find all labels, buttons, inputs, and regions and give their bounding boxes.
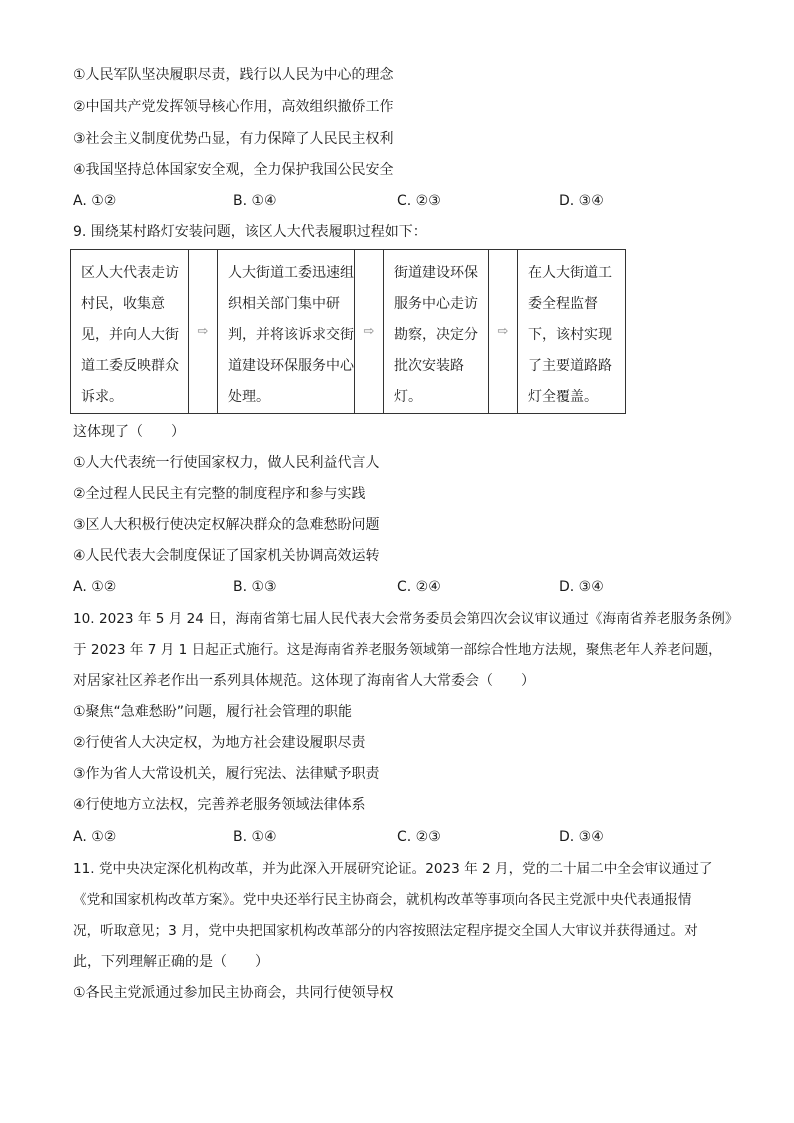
q9-prompt: 这体现了（ ）	[73, 424, 185, 440]
q9-flow-step-3: 街道建设环保服务中心走访勘察，决定分批次安装路灯。	[394, 265, 478, 405]
q10-option-a[interactable]: A. ①②	[73, 829, 117, 845]
q9-option-c[interactable]: C. ②④	[397, 579, 441, 595]
q8-item-1: ①人民军队坚决履职尽责，践行以人民为中心的理念	[73, 67, 394, 83]
arrow-right-icon: ⇨	[488, 250, 518, 413]
q8-item-2: ②中国共产党发挥领导核心作用，高效组织撤侨工作	[73, 99, 394, 115]
arrow-right-icon: ⇨	[354, 250, 384, 413]
q10-stem-line-3: 对居家社区养老作出一系列具体规范。这体现了海南省人大常委会（ ）	[73, 673, 535, 689]
q10-option-c[interactable]: C. ②③	[397, 829, 441, 845]
q8-item-4: ④我国坚持总体国家安全观，全力保护我国公民安全	[73, 162, 394, 178]
q11-stem-line-1: 11. 党中央决定深化机构改革，并为此深入开展研究论证。2023 年 2 月，党的二十届二中全会审议通过了	[73, 861, 713, 877]
q9-item-2: ②全过程人民民主有完整的制度程序和参与实践	[73, 486, 366, 502]
q8-option-c[interactable]: C. ②③	[397, 193, 441, 209]
q10-item-4: ④行使地方立法权，完善养老服务领域法律体系	[73, 797, 366, 813]
q9-item-4: ④人民代表大会制度保证了国家机关协调高效运转	[73, 548, 380, 564]
q11-stem-line-2: 《党和国家机构改革方案》。党中央还举行民主协商会，就机构改革等事项向各民主党派中央代表通报情	[73, 892, 692, 908]
q9-item-3: ③区人大积极行使决定权解决群众的急难愁盼问题	[73, 517, 380, 533]
q10-options	[73, 827, 633, 847]
q8-option-a[interactable]: A. ①②	[73, 193, 117, 209]
arrow-right-icon: ⇨	[188, 250, 218, 413]
q9-flow-step-2: 人大街道工委迅速组织相关部门集中研判，并将该诉求交街道建设环保服务中心处理。	[228, 265, 354, 405]
q10-item-3: ③作为省人大常设机关，履行宪法、法律赋予职责	[73, 766, 380, 782]
q8-options	[73, 191, 633, 211]
q11-stem-line-4: 此，下列理解正确的是（ ）	[73, 954, 269, 970]
q9-flow-step-4: 在人大街道工委全程监督下，该村实现了主要道路路灯全覆盖。	[528, 265, 612, 405]
q9-item-1: ①人大代表统一行使国家权力，做人民利益代言人	[73, 455, 380, 471]
q10-stem-line-1: 10. 2023 年 5 月 24 日，海南省第七届人民代表大会常务委员会第四次会议审议通过《海南省养老服务条例》	[73, 611, 739, 627]
q8-item-3: ③社会主义制度优势凸显，有力保障了人民民主权利	[73, 131, 394, 147]
q10-item-1: ①聚焦“急难愁盼”问题，履行社会管理的职能	[73, 704, 353, 720]
q9-options	[73, 577, 633, 597]
q9-flow-step-1: 区人大代表走访村民，收集意见，并向人大街道工委反映群众诉求。	[81, 265, 179, 405]
q8-option-b[interactable]: B. ①④	[233, 193, 277, 209]
q9-option-d[interactable]: D. ③④	[559, 579, 604, 595]
q8-option-d[interactable]: D. ③④	[559, 193, 604, 209]
q11-item-1: ①各民主党派通过参加民主协商会，共同行使领导权	[73, 985, 394, 1001]
q10-option-d[interactable]: D. ③④	[559, 829, 604, 845]
q10-option-b[interactable]: B. ①④	[233, 829, 277, 845]
q9-flow-table	[70, 249, 626, 414]
q10-stem-line-2: 于 2023 年 7 月 1 日起正式施行。这是海南省养老服务领域第一部综合性地方法规，聚焦老年人养老问题，	[73, 642, 722, 658]
q9-option-a[interactable]: A. ①②	[73, 579, 117, 595]
q10-item-2: ②行使省人大决定权，为地方社会建设履职尽责	[73, 735, 366, 751]
q9-option-b[interactable]: B. ①③	[233, 579, 277, 595]
q11-stem-line-3: 况，听取意见；3 月，党中央把国家机构改革部分的内容按照法定程序提交全国人大审议并获得通过。对	[73, 923, 698, 939]
q9-stem: 9. 围绕某村路灯安装问题，该区人大代表履职过程如下：	[73, 224, 427, 240]
